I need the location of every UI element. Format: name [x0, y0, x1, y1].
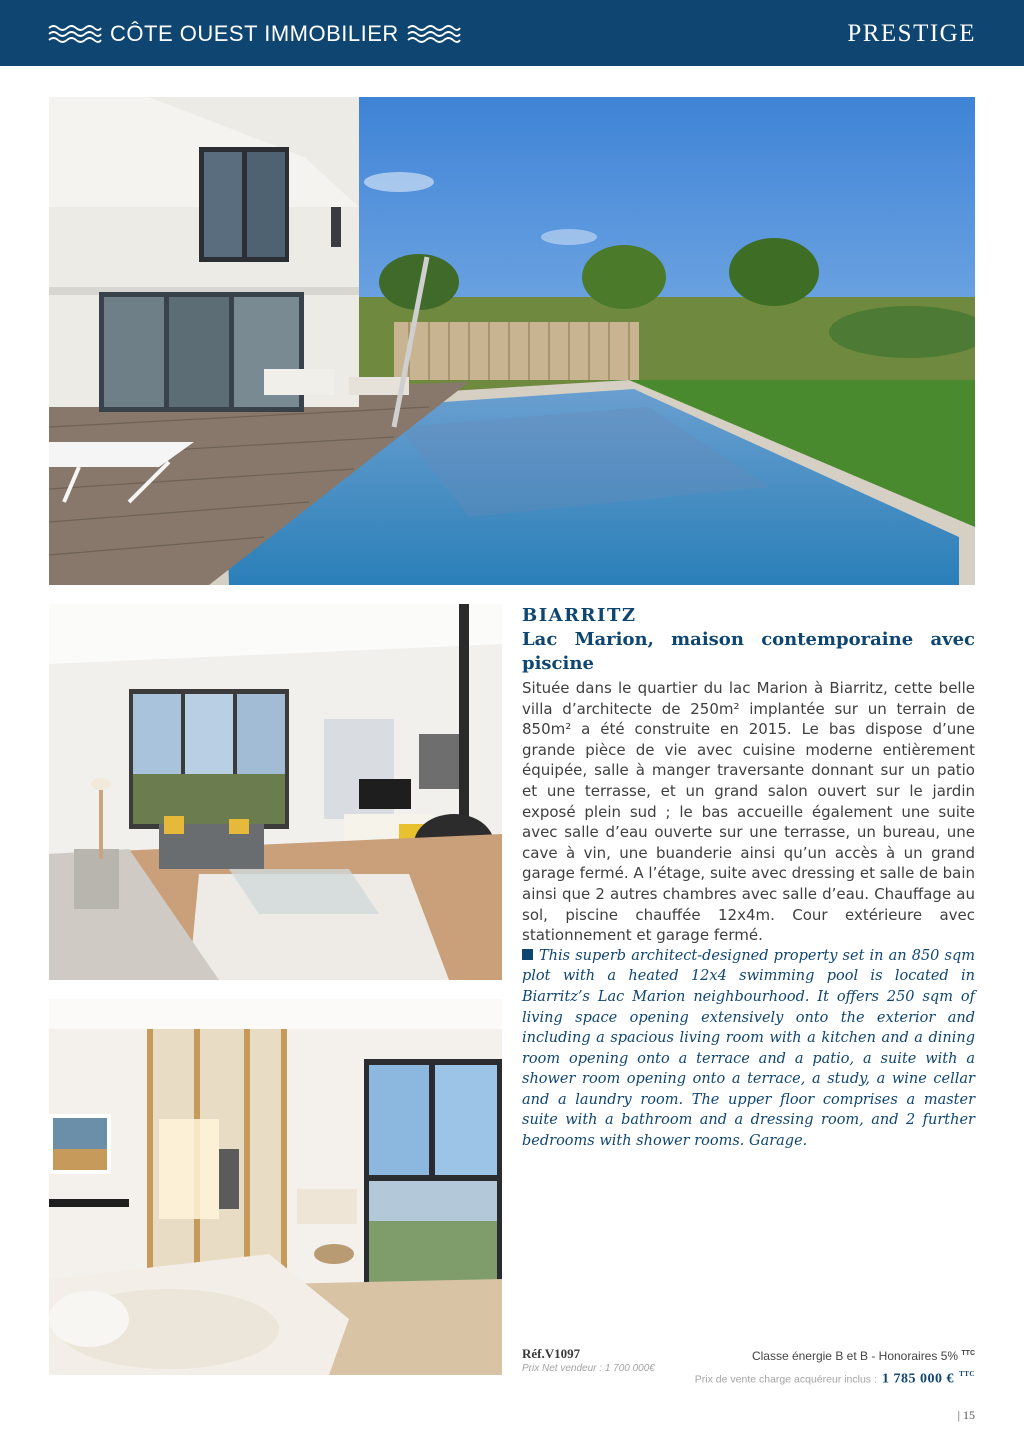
waves-icon: [48, 23, 102, 45]
reference-block: [522, 1345, 722, 1376]
net-seller-price: Prix Net vendeur : 1 700 000€: [522, 1363, 655, 1374]
listing-content: [522, 604, 975, 1152]
listing-headline: Lac Marion, maison contemporaine avec piscine: [522, 629, 975, 674]
price-block: [695, 1345, 975, 1388]
ttc-label: TTC: [961, 1350, 975, 1357]
listing-city: BIARRITZ: [522, 605, 637, 626]
living-room-photo: [49, 604, 502, 980]
section-title: PRESTIGE: [847, 20, 976, 47]
page-header: [0, 0, 1024, 66]
description-en: [522, 946, 975, 1152]
sale-price-value: 1 785 000 €: [882, 1371, 954, 1387]
bedroom-photo: [49, 999, 502, 1375]
description-en-text: This superb architect-designed property set in an 850 sqm plot with a heated 12x4 swimming pool is located in Biarritz’s Lac Marion neighbourhood. It offers 250 sqm of living space opening extensively onto the exterior and including a spacious living room with a kitchen and a dining room opening onto a terrace and a patio, a suite with a shower room opening onto a terrace, a study, a wine cellar and a laundry room. The upper floor comprises a master suite with a bathroom and a dressing room, and 2 further bedrooms with shower rooms. Garage.: [522, 947, 975, 1150]
page-number: | 15: [957, 1408, 975, 1422]
ttc-label: TTC: [959, 1370, 975, 1378]
villa-pool-photo: [49, 97, 975, 585]
waves-icon: [407, 23, 461, 45]
energy-class: [695, 1345, 975, 1365]
brand: [48, 20, 461, 48]
sale-price-label: Prix de vente charge acquéreur inclus :: [694, 1373, 877, 1386]
energy-text: Classe énergie B et B - Honoraires 5%: [751, 1349, 959, 1363]
sale-price-line: [695, 1365, 975, 1388]
brand-name: CÔTE OUEST IMMOBILIER: [110, 21, 399, 46]
square-bullet-icon: [522, 949, 533, 960]
reference-number: Réf.V1097: [522, 1346, 581, 1361]
description-fr: Située dans le quartier du lac Marion à Biarritz, cette belle villa d’architecte de 250m² implantée sur un terrain de 850m² a été construite en 2015. Le bas dispose d’une grande pièce de vie avec cuisine moderne entièrement équipée, salle à manger traversante donnant sur un patio et une terrasse, et un grand salon ouvert sur le jardin exposé plein sud ; le bas accueille également une suite avec salle d’eau ouverte sur une terrasse, un bureau, une cave à vin, une buanderie ainsi qu’un accès à un grand garage fermé. A l’étage, suite avec dressing et salle de bain ainsi que 2 autres chambres avec salle d’eau. Chauffage au sol, piscine chauffée 12x4m. Cour extérieure avec stationnement et garage fermé.: [522, 679, 975, 945]
